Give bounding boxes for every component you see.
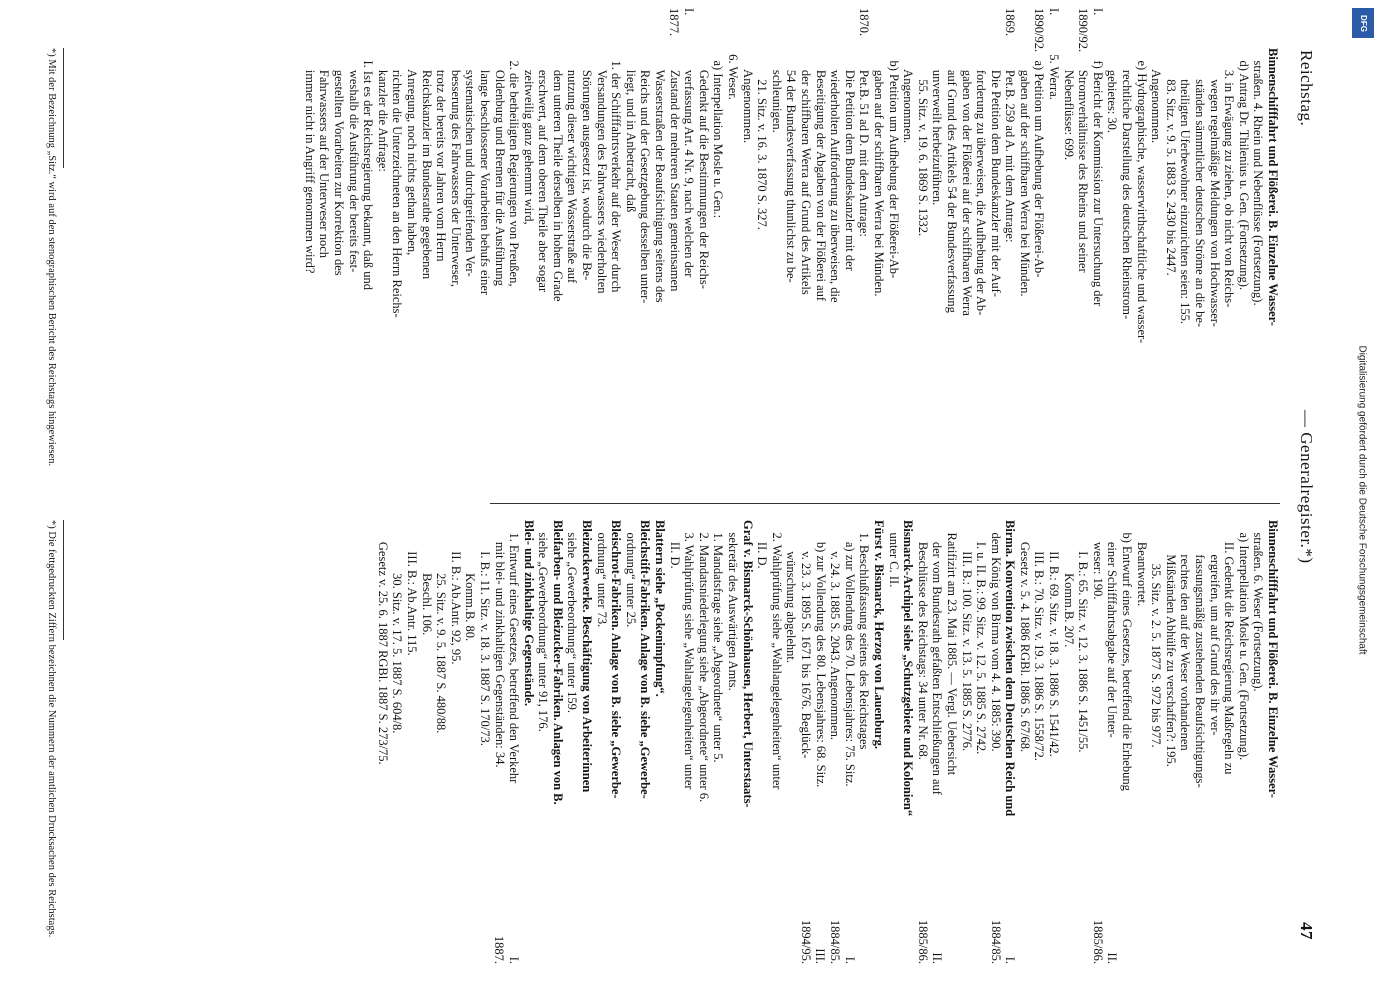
text-line: II. D. [755, 520, 770, 569]
text-line: Graf v. Bismarck-Schönhausen, Herbert, Unterstaats- [740, 520, 755, 808]
margin-note: 1890/92. [1032, 8, 1047, 53]
text-line: erschwert, auf dem oberen Theile aber sogar [536, 48, 551, 293]
text-line: v. 23. 3. 1895 S. 1671 bis 1676. Beglück- [799, 520, 813, 759]
text-line: ergreifen, um auf Grund des ihr ver- [1207, 520, 1222, 736]
left-column [302, 8, 1280, 488]
text-line: II. Gedenkt die Reichsregierung Maßregeln zu [1222, 520, 1237, 775]
column-divider [490, 503, 1280, 504]
margin-note: III. [813, 948, 828, 964]
header-title: — Generalregister.*) [1297, 410, 1316, 564]
text-line: rechtes den auf der Weser vorhandenen [1178, 520, 1193, 751]
text-line: II. B.: Ab.Antr. 92, 95. [448, 520, 463, 665]
text-line: Angenommen. [740, 48, 755, 144]
text-line: Bismarck-Archipel siehe „Schutzgebiete und Kolonien“ [901, 520, 916, 817]
text-line: fassungsmäßig zustehenden Beaufsichtigungs- [1193, 520, 1208, 788]
text-line: Versandungen des Fahrwassers wiederholten [594, 48, 609, 294]
text-line: I. u. II. B.: 99. Sitz. v. 12. 5. 1885 S. 2742. [974, 520, 989, 755]
margin-note: I. [1047, 8, 1061, 16]
text-line: Angenommen. [901, 48, 916, 144]
text-line: Bleizuckerwerke. Beschäftigung von Arbeiterinnen [580, 520, 595, 793]
text-line: Blattern siehe „Pockenimpfung“. [653, 520, 668, 697]
text-line: Die Petition dem Bundeskanzler mit der Auf- [988, 48, 1003, 297]
text-line: e) Hydrographische, wasserwirthschaftliche und wasser- [1134, 48, 1149, 344]
text-line: 35. Sitz. v. 2. 5. 1877 S. 972 bis 977. [1149, 520, 1164, 748]
text-line: Mißständen Abhülfe zu verschaffen?: 195. [1163, 520, 1178, 767]
text-line: II. B.: 69. Sitz. v. 18. 3. 1886 S. 1541/42. [1047, 520, 1062, 757]
text-line: 2. Wahlprüfung siehe „Wahlangelegenheiten“ unter [769, 520, 784, 790]
text-line: b) zur Vollendung des 80. Lebensjahres: 68. Sitz. [813, 520, 828, 788]
text-line: Pet.B. 51 ad D. mit dem Antrage: [857, 48, 872, 237]
text-line: gestellten Vorarbeiten zur Korrektion des [332, 48, 346, 276]
text-line: schleunigen. [769, 48, 784, 133]
text-line: unverweilt herbeizuführen. [930, 48, 945, 206]
text-line: 1. Beschlußfassung seitens des Reichstages [857, 520, 872, 750]
text-line: 1. Mandatsfrage siehe „Abgeordnete“ unter 5. [711, 520, 726, 763]
text-line: besserung des Fahrwassers der Unterweser, [448, 48, 463, 288]
margin-note: I. [1090, 8, 1105, 16]
margin-note: 1869. [1003, 8, 1018, 37]
text-line: Birma. Konvention zwischen dem Deutschen Reich und [1003, 520, 1018, 817]
text-line: gaben auf der schiffbaren Werra bei Münden. [871, 48, 886, 297]
text-line: Die Petition dem Bundeskanzler mit der [842, 48, 857, 271]
text-line: Reichs und der Gesetzgebung desselben unter- [638, 48, 653, 304]
text-line: wegen regelmäßige Meldungen von Hochwasser- [1207, 48, 1222, 327]
text-line: Komm.B. 80. [463, 520, 478, 642]
text-line: III. B.: 100. Sitz. v. 13. 5. 1885 S. 2776. [959, 520, 974, 752]
text-line: Reichskanzler im Bundesrathe gegebenen [419, 48, 434, 280]
text-line: einer Schifffahrtsabgabe auf der Unter- [1105, 520, 1120, 738]
text-line: Binnenschifffahrt und Flößerei. B. Einzelne Wasser- [1266, 48, 1280, 326]
text-line: Stromverhältnisse des Rheins und seiner [1076, 48, 1091, 273]
margin-note: II. [1105, 952, 1120, 964]
text-line: 21. Sitz. v. 16. 3. 1870 S. 327. [755, 48, 770, 230]
margin-note: I. [842, 956, 857, 964]
text-line: Ratifizirt am 23. Mai 1885. — Vergl. Uebersicht [944, 520, 959, 776]
text-line: gebietes: 30. [1105, 48, 1120, 134]
text-line: 6. Weser. [726, 48, 741, 100]
text-line: weser: 190. [1090, 520, 1105, 600]
text-line: gaben von der Flößerei auf der schiffbaren Werra [959, 48, 974, 316]
text-line: 3. Wahlprüfung siehe „Wahlangelegenheiten“ unter [682, 520, 697, 790]
text-line: 2. die betheiligten Regierungen von Preußen, [507, 48, 522, 287]
text-line: zeitweilig ganz gehemmt wird, [521, 48, 536, 225]
text-line: Störungen ausgesetzt ist, wodurch die Be- [580, 48, 595, 281]
footnote-left: *) Mit der Bezeichnung „Sitz.“ wird auf den stenographischen Bericht des Reichstags hingewiesen. [46, 48, 57, 467]
text-line: dem unteren Theile derselben in hohem Grade [550, 48, 565, 302]
digitization-credit-strip [1348, 0, 1376, 1000]
text-line: Blei- und zinkhaltige Gegenstände. [521, 520, 536, 707]
text-line: b) Entwurf eines Gesetzes, betreffend die Erhebung [1120, 520, 1135, 791]
text-line: 25. Sitz. v. 9. 5. 1887 S. 480/88. [434, 520, 449, 734]
text-line: ordnung“ unter 73. [594, 520, 609, 628]
text-line: 83. Sitz. v. 9. 5. 1883 S. 2430 bis 2447. [1163, 48, 1178, 276]
text-line: Beschl. 106. [419, 520, 434, 636]
footnote-right: *) Die fettgedruckten Ziffern bezeichnen die Nummern der amtlichen Drucksachen des Reichstags. [46, 520, 57, 938]
text-line: I. B.: 65. Sitz. v. 12. 3. 1886 S. 1451/55. [1076, 520, 1091, 753]
dfg-logo [1352, 8, 1374, 38]
text-line: straßen. 6. Weser (Fortsetzung). [1251, 520, 1266, 692]
text-line: Oldenburg und Bremen für die Ausführung [492, 48, 507, 286]
margin-note: II. [930, 952, 945, 964]
margin-note: 1890/92. [1076, 8, 1091, 53]
text-line: a) zur Vollendung des 70. Lebensjahres: 75. Sitz. [842, 520, 857, 787]
text-line: mit blei- und zinkhaltigen Gegenständen: 34. [492, 520, 507, 768]
page-number: 47 [1297, 922, 1316, 940]
text-line: Beseitigung der Abgaben von der Flößerei auf [813, 48, 828, 302]
footnote-rule-right [63, 520, 64, 640]
text-line: ordnung“ unter 25. [623, 520, 638, 628]
text-line: Angenommen. [1149, 48, 1164, 144]
text-line: siehe „Gewerbeordnung“ unter 159. [565, 520, 580, 713]
text-line: 54 der Bundesverfassung thunlichst zu be- [784, 48, 799, 283]
text-line: III. B.: Ab.Antr. 115. [404, 520, 419, 656]
text-line: ständen sämmtlicher deutschen Ströme an die be- [1193, 48, 1208, 328]
text-line: Pet.B. 259 ad A. mit dem Antrage: [1003, 48, 1018, 243]
text-line: kanzler die Anfrage: [375, 48, 390, 172]
text-line: a) Interpellation Mosle u. Gen.: [711, 48, 726, 219]
text-line: verfassung Art. 4 Nr. 9, nach welchen der [682, 48, 697, 278]
text-line: immer nicht in Angriff genommen wird? [302, 48, 317, 274]
text-line: Gedenkt auf die Bestimmungen der Reichs- [696, 48, 711, 289]
text-line: 2. Mandatsniederlegung siehe „Abgeordnete“ unter 6. [696, 520, 711, 803]
text-line: Beantwortet. [1134, 520, 1149, 607]
margin-note: I. [506, 956, 521, 964]
text-line: 5. Werra. [1047, 48, 1062, 100]
footnote-rule-left [63, 48, 64, 168]
text-line: der vom Bundesrath gefaßten Entschließungen auf [930, 520, 945, 795]
text-line: nutzung dieser wichtigen Wasserstraße auf [565, 48, 580, 284]
text-line: f) Bericht der Kommission zur Untersuchung der [1090, 48, 1105, 307]
text-line: a) Petition um Aufhebung der Flößerei-Ab- [1032, 48, 1047, 278]
margin-note: 1885/86. [1090, 919, 1105, 964]
text-line: Zustand der mehreren Staaten gemeinsamen [667, 48, 682, 292]
margin-note: 1887. [492, 935, 507, 964]
margin-note: 1885/86. [915, 919, 930, 964]
text-line: dem König von Birma vom 4. 4. 1885: 390. [988, 520, 1003, 752]
text-line: Komm.B. 207. [1061, 520, 1076, 648]
text-line: auf Grund des Artikels 54 der Bundesverfassung [944, 48, 959, 313]
text-line: 55. Sitz. v. 19. 6. 1869 S. 1332. [915, 48, 930, 237]
text-line: Fürst v. Bismarck, Herzog von Lauenburg. [871, 520, 886, 749]
text-line: Beschlüsse des Reichstags: 34 unter Nr. 68. [915, 520, 930, 760]
text-line: Bleichstift-Fabriken. Anlage von B. siehe „Gewerbe- [638, 520, 653, 799]
text-line: Bleischrot-Fabriken. Anlage von B. siehe „Gewerbe- [609, 520, 624, 799]
text-line: Wasserstraßen der Beaufsichtigung seitens des [653, 48, 668, 303]
text-line: d) Antrag Dr. Thilenius u. Gen. (Fortsetzung). [1236, 48, 1251, 291]
text-line: weshalb die Ausführung der bereits fest- [346, 48, 361, 273]
text-line: a) Interpellation Mosle u. Gen. (Fortsetzung). [1236, 520, 1251, 761]
text-line: siehe „Gewerbeordnung“ unter 91, 176. [536, 520, 551, 732]
margin-note: I. [1003, 956, 1018, 964]
text-line: wiederholten Aufforderung zu überweisen, die [828, 48, 843, 303]
text-line: gaben auf der schiffbaren Werra bei Münden. [1017, 48, 1032, 297]
text-line: forderung zu überweisen, die Aufhebung der Ab- [974, 48, 989, 316]
dfg-logo-label: DFG [1358, 14, 1368, 32]
text-line: systematischen und durchgreifenden Ver- [463, 48, 478, 277]
margin-note: 1884/85. [988, 919, 1003, 964]
text-line: III. B.: 70. Sitz. v. 19. 3. 1886 S. 1558/72. [1032, 520, 1047, 761]
text-line: Bleifarben- und Bleizucker-Fabriken. Anlagen von B. [550, 520, 565, 805]
text-line: sekretär des Auswärtigen Amts. [726, 520, 741, 691]
margin-note: I. [682, 8, 696, 16]
text-line: Gesetz v. 25. 6. 1887 RGBl. 1887 S. 273/75. [375, 520, 390, 765]
text-line: rechtliche Darstellung des deutschen Rheinstrom- [1120, 48, 1135, 320]
margin-note: 1884/85. [828, 919, 842, 964]
text-line: lange beschlossener Vorarbeiten behufs einer [477, 48, 492, 296]
text-line: theiligten Uferbewohner einzurichten seien: 155. [1178, 48, 1193, 324]
text-line: Anregung, noch nichts gethan haben, [404, 48, 419, 256]
text-line: Fahrwassers auf der Unterweser noch [317, 48, 332, 258]
page-header [1292, 40, 1316, 940]
text-line: 30. Sitz. v. 17. 5. 1887 S. 604/8. [390, 520, 405, 734]
text-line: b) Petition um Aufhebung der Flößerei-Ab- [886, 48, 901, 279]
text-line: der schiffbaren Werra auf Grund des Artikels [799, 48, 813, 295]
margin-note: 1877. [667, 8, 682, 37]
text-line: richten die Unterzeichneten an den Herrn Reichs- [390, 48, 405, 318]
text-line: liegt, und in Anbetracht, daß [623, 48, 638, 213]
text-line: Gesetz v. 5. 4. 1886 RGBl. 1886 S. 67/68. [1017, 520, 1032, 753]
text-line: I. Ist es der Reichsregierung bekannt, daß und [361, 48, 376, 290]
text-line: straßen. 4. Rhein und Nebenflüsse (Fortsetzung). [1251, 48, 1266, 306]
text-line: trotz der bereits vor Jahren vom Herrn [434, 48, 449, 262]
text-line: Binnenschifffahrt und Flößerei. B. Einzelne Wasser- [1266, 520, 1280, 798]
margin-note: 1870. [857, 8, 872, 37]
text-line: 1. der Schifffahrtsverkehr auf der Weser durch [609, 48, 624, 293]
text-line: 1. Entwurf eines Gesetzes, betreffend den Verkehr [507, 520, 522, 784]
text-line: v. 24. 3. 1885 S. 2043. Angenommen. [828, 520, 843, 741]
text-line: unter C. II. [886, 520, 901, 588]
text-line: II. D. [667, 520, 682, 569]
text-line: wünschung abgelehnt. [784, 520, 799, 664]
text-line: 3. in Erwägung zu ziehen, ob nicht von Reichs- [1222, 48, 1237, 308]
right-column [375, 520, 1280, 964]
text-line: I. B.: 11. Sitz. v. 18. 3. 1887 S. 170/73. [477, 520, 492, 746]
header-left: Reichstag. [1297, 50, 1316, 127]
credit-text: Digitalisierung gefördert durch die Deutsche Forschungsgemeinschaft [1356, 345, 1368, 655]
margin-note: 1894/95. [798, 919, 813, 964]
text-line: Nebenflüsse: 699. [1061, 48, 1076, 161]
